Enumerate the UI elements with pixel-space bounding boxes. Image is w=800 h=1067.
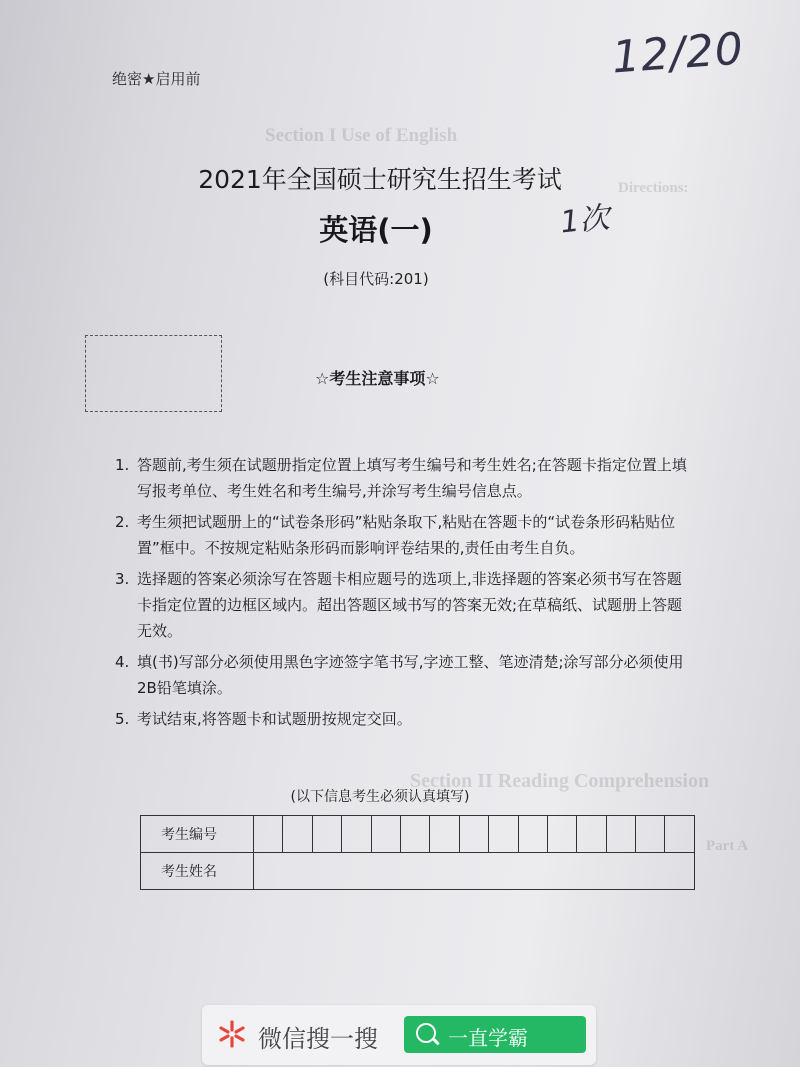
search-query-chip[interactable] bbox=[404, 1016, 586, 1053]
candidate-name-field[interactable] bbox=[254, 853, 695, 890]
id-digit-box[interactable] bbox=[371, 816, 400, 853]
id-digit-box[interactable] bbox=[547, 816, 576, 853]
fill-instruction: (以下信息考生必须认真填写) bbox=[290, 789, 470, 805]
id-digit-box[interactable] bbox=[342, 816, 371, 853]
wechat-search-icon bbox=[217, 1019, 247, 1049]
bleed-section-title: Section I Use of English bbox=[265, 125, 458, 146]
candidate-id-row bbox=[141, 816, 695, 853]
subject-code: (科目代码:201) bbox=[323, 270, 429, 288]
candidate-id-label: 考生编号 bbox=[141, 816, 254, 853]
wechat-search-banner[interactable] bbox=[202, 1005, 596, 1065]
note-number: 4. bbox=[115, 653, 130, 671]
note-item bbox=[115, 452, 695, 504]
handwritten-score: 12/20 bbox=[610, 23, 746, 84]
id-digit-box[interactable] bbox=[636, 816, 665, 853]
id-digit-box[interactable] bbox=[400, 816, 429, 853]
id-digit-box[interactable] bbox=[312, 816, 341, 853]
note-item bbox=[115, 649, 695, 701]
id-digit-box[interactable] bbox=[665, 816, 695, 853]
id-digit-box[interactable] bbox=[430, 816, 459, 853]
confidential-mark: 绝密★启用前 bbox=[112, 70, 201, 88]
note-item bbox=[115, 706, 695, 732]
note-number: 5. bbox=[115, 710, 130, 728]
id-digit-box[interactable] bbox=[489, 816, 518, 853]
note-item bbox=[115, 509, 695, 561]
id-digit-box[interactable] bbox=[254, 816, 283, 853]
id-digit-box[interactable] bbox=[518, 816, 547, 853]
id-digit-box[interactable] bbox=[577, 816, 606, 853]
note-text: 考生须把试题册上的“试卷条形码”粘贴条取下,粘贴在答题卡的“试卷条形码粘贴位置”框中。不按规定粘贴条形码而影响评卷结果的,责任由考生自负。 bbox=[137, 513, 676, 557]
notes-heading: ☆考生注意事项☆ bbox=[315, 369, 440, 388]
note-number: 3. bbox=[115, 570, 130, 588]
handwritten-note: 1次 bbox=[558, 200, 612, 241]
bleed-reading-title: Section II Reading Comprehension bbox=[410, 770, 710, 792]
note-text: 考试结束,将答题卡和试题册按规定交回。 bbox=[137, 710, 412, 728]
candidate-info-table bbox=[140, 815, 695, 890]
id-digit-box[interactable] bbox=[606, 816, 635, 853]
bleed-part-a: Part A bbox=[706, 838, 749, 854]
candidate-name-label: 考生姓名 bbox=[141, 853, 254, 890]
note-number: 1. bbox=[115, 456, 130, 474]
note-text: 选择题的答案必须涂写在答题卡相应题号的选项上,非选择题的答案必须书写在答题卡指定位置的边框区域内。超出答题区域书写的答案无效;在草稿纸、试题册上答题无效。 bbox=[137, 570, 683, 640]
candidate-name-row bbox=[141, 853, 695, 890]
exam-subject: 英语(一) bbox=[319, 213, 433, 247]
note-text: 填(书)写部分必须使用黑色字迹签字笔书写,字迹工整、笔迹清楚;涂写部分必须使用2B铅笔填涂。 bbox=[137, 653, 684, 697]
search-query-label: 一直学霸 bbox=[448, 1026, 528, 1050]
note-number: 2. bbox=[115, 513, 130, 531]
magnifier-icon bbox=[416, 1023, 436, 1043]
bleed-directions: Directions: bbox=[618, 180, 689, 196]
id-digit-box[interactable] bbox=[283, 816, 312, 853]
search-banner-text: 微信搜一搜 bbox=[258, 1025, 378, 1053]
exam-title: 2021年全国硕士研究生招生考试 bbox=[198, 165, 562, 194]
note-item bbox=[115, 566, 695, 644]
note-text: 答题前,考生须在试题册指定位置上填写考生编号和考生姓名;在答题卡指定位置上填写报考单位、考生姓名和考生编号,并涂写考生编号信息点。 bbox=[137, 456, 687, 500]
barcode-placement-box bbox=[85, 335, 222, 412]
id-digit-box[interactable] bbox=[459, 816, 488, 853]
notes-list bbox=[115, 452, 695, 737]
